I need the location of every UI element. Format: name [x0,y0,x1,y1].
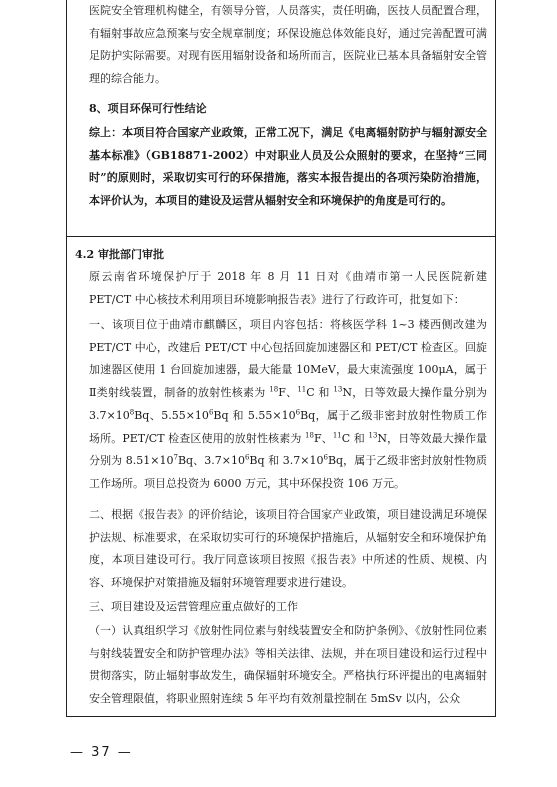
approval-item-3-heading: 三、项目建设及运营管理应重点做好的工作 [89,600,298,613]
section-divider [67,236,495,237]
report-table-frame [66,0,496,717]
management-paragraph: 医院安全管理机构健全，有领导分管，人员落实，责任明确，医技人员配置合理，有辐射事故应急预案与安全规章制度；环保设施总体效能良好，通过完善配置可满足防护实际需要。对现有医用辐射设备和场所而言，医院业已基本具备辐射安全管理的综合能力。 [89,4,487,86]
approval-heading: 4.2 审批部门审批 [75,248,164,261]
conclusion-paragraph: 综上：本项目符合国家产业政策，正常工况下，满足《电离辐射防护与辐射源安全基本标准》（GB18871-2002）中对职业人员及公众照射的要求，在坚持“三同时”的原则时，采取切实可行的环保措施，落实本报告提出的各项污染防治措施，本评价认为，本项目的建设及运营从辐射安全和环境保护的角度是可行的。 [89,126,487,208]
feasibility-heading: 8、项目环保可行性结论 [89,102,207,115]
page-number: — 37 — [70,745,133,760]
approval-item-3-1-paragraph: （一）认真组织学习《放射性同位素与射线装置安全和防护条例》、《放射性同位素与射线装置安全和防护管理办法》等相关法律、法规，并在项目建设和运行过程中贯彻落实，防止辐射事故发生，确保辐射环境安全。严格执行环评提出的电离辐射安全管理限值，将职业照射连续 5 年平均有效剂量控制在 5mSv 以内，公众 [89,624,487,706]
approval-item-2-paragraph: 二、根据《报告表》的评价结论，该项目符合国家产业政策，项目建设满足环境保护法规、标准要求，在采取切实可行的环境保护措施后，从辐射安全和环境保护角度，本项目建设可行。我厅同意该项目按照《报告表》中所述的性质、规模、内容、环境保护对策措施及辐射环境管理要求进行建设。 [89,508,487,590]
approval-intro-paragraph: 原云南省环境保护厅于 2018 年 8 月 11 日对《曲靖市第一人民医院新建 PET/CT 中心核技术利用项目环境影响报告表》进行了行政许可，批复如下： [89,270,487,306]
approval-item-1-paragraph: 一、该项目位于曲靖市麒麟区，项目内容包括：将核医学科 1~3 楼西侧改建为 PET/CT 中心，改建后 PET/CT 中心包括回旋加速器区和 PET/CT 检查区。回旋加速器区使用 1 台回旋加速器，最大能量 10MeV，最大束流强度 100μA，属于Ⅱ类射线装置，制备的放射性核素为 $^{18}$F、$^{11}$C 和 $^{13}$N，日等效最大操作量分别为 $3.7\times 10^8Bq$、$5.55\times 10^6Bq$ 和 $5.55\times 10^6Bq$，属于乙级非密封放射性物质工作场所。PET/CT 检查区使用的放射性核素为 $^{18}$F、$^{11}$C 和 $^{13}$N，日等效最大操作量分别为 $8.51\times 10^7Bq$、$3.7\times 10^6Bq$ 和 $3.7\times 10^6Bq$，属于乙级非密封放射性物质工作场所。项目总投资为 6000 万元，其中环保投资 106 万元。 [89,318,488,490]
